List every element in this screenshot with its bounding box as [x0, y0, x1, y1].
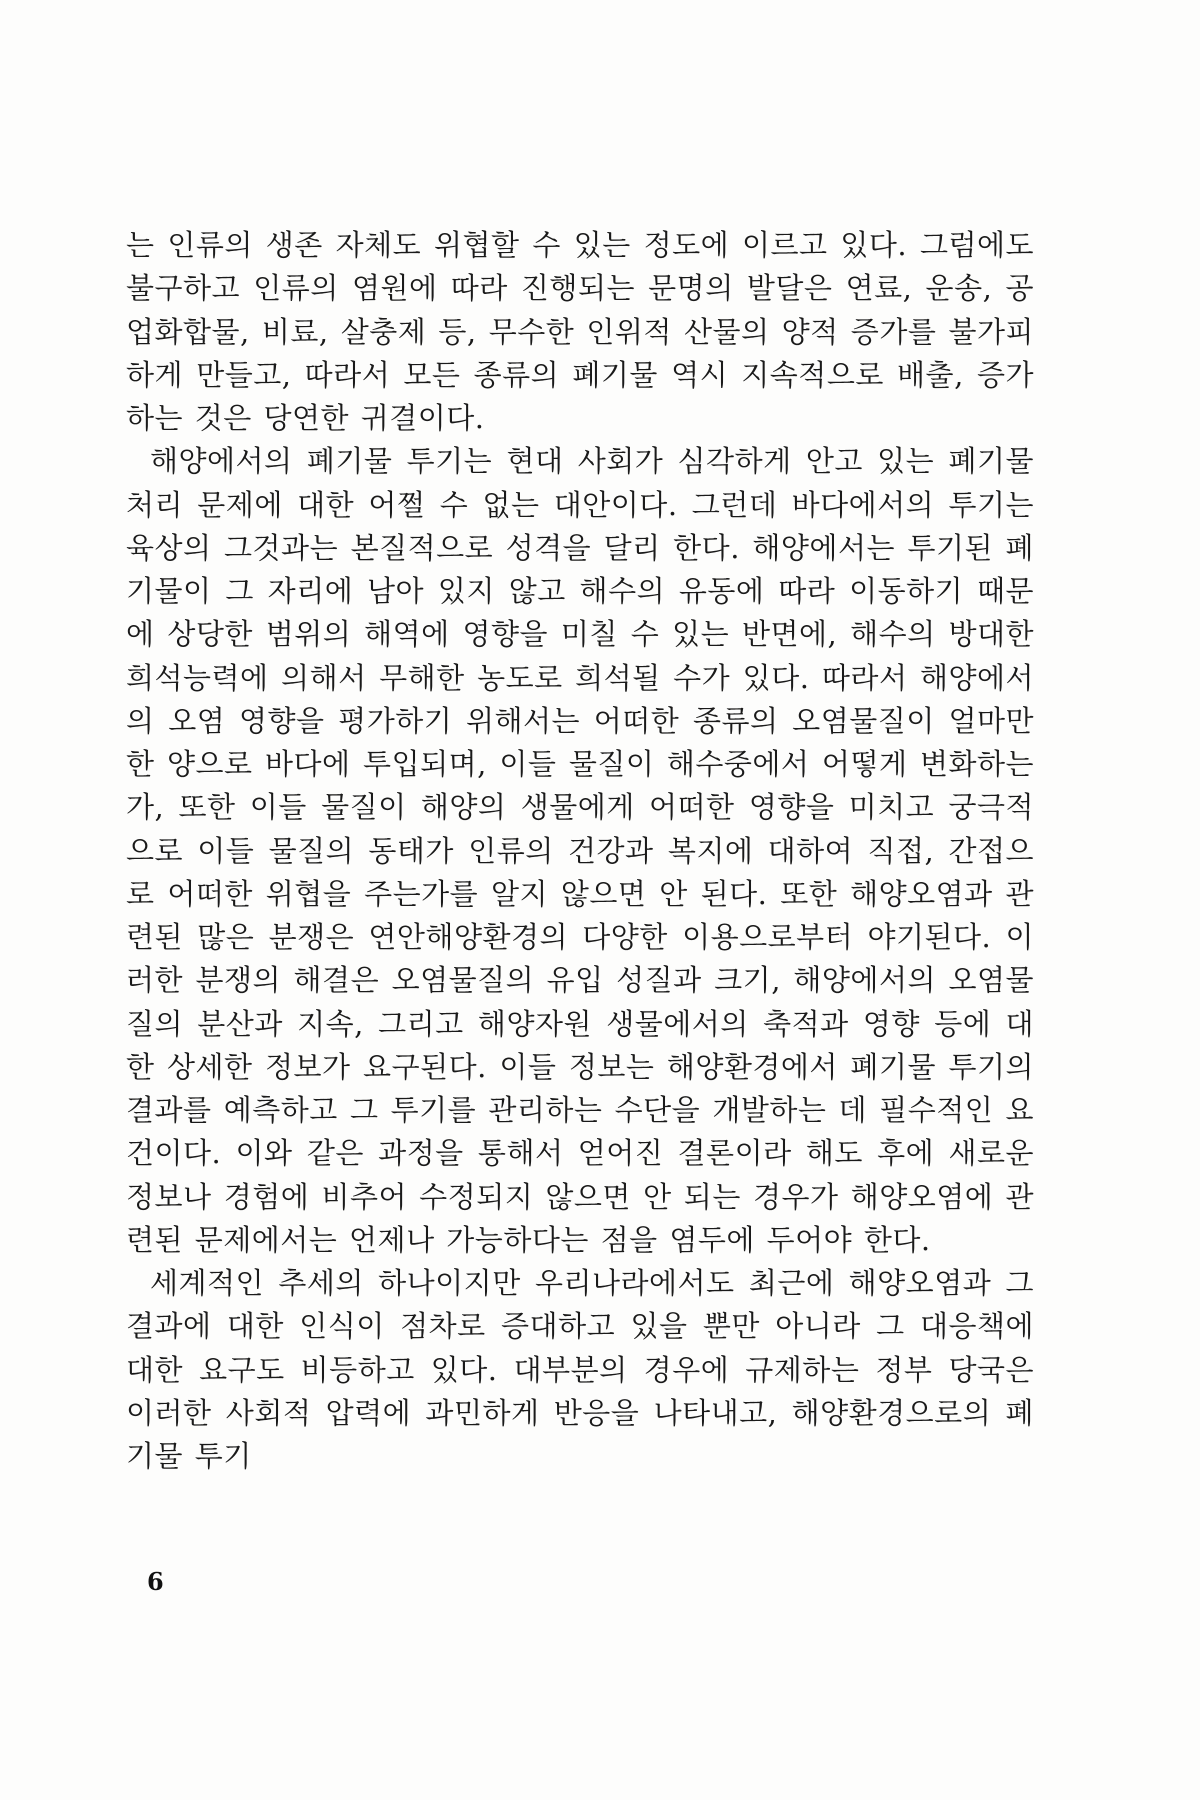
paragraph-3: 세계적인 추세의 하나이지만 우리나라에서도 최근에 해양오염과 그 결과에 대한 인식이 점차로 증대하고 있을 뿐만 아니라 그 대응책에 대한 요구도 비등하고 있다. 대부분의 경우에 규제하는 정부 당국은 이러한 사회적 압력에 과민하게 반응을 나타내고, 해양환경으로의 폐기물 투기 [126, 1266, 1034, 1473]
body-text [126, 224, 1034, 1478]
paragraph-1: 는 인류의 생존 자체도 위협할 수 있는 정도에 이르고 있다. 그럼에도 불구하고 인류의 염원에 따라 진행되는 문명의 발달은 연료, 운송, 공업화합물, 비료, 살충제 등, 무수한 인위적 산물의 양적 증가를 불가피하게 만들고, 따라서 모든 종류의 폐기물 역시 지속적으로 배출, 증가하는 것은 당연한 귀결이다. [126, 228, 1034, 435]
paragraph-2: 해양에서의 폐기물 투기는 현대 사회가 심각하게 안고 있는 폐기물 처리 문제에 대한 어쩔 수 없는 대안이다. 그런데 바다에서의 투기는 육상의 그것과는 본질적으로 성격을 달리 한다. 해양에서는 투기된 폐기물이 그 자리에 남아 있지 않고 해수의 유동에 따라 이동하기 때문에 상당한 범위의 해역에 영향을 미칠 수 있는 반면에, 해수의 방대한 희석능력에 의해서 무해한 농도로 희석될 수가 있다. 따라서 해양에서의 오염 영향을 평가하기 위해서는 어떠한 종류의 오염물질이 얼마만한 양으로 바다에 투입되며, 이들 물질이 해수중에서 어떻게 변화하는가, 또한 이들 물질이 해양의 생물에게 어떠한 영향을 미치고 궁극적으로 이들 물질의 동태가 인류의 건강과 복지에 대하여 직접, 간접으로 어떠한 위협을 주는가를 알지 않으면 안 된다. 또한 해양오염과 관련된 많은 분쟁은 연안해양환경의 다양한 이용으로부터 야기된다. 이러한 분쟁의 해결은 오염물질의 유입 성질과 크기, 해양에서의 오염물질의 분산과 지속, 그리고 해양자원 생물에서의 축적과 영향 등에 대한 상세한 정보가 요구된다. 이들 정보는 해양환경에서 폐기물 투기의 결과를 예측하고 그 투기를 관리하는 수단을 개발하는 데 필수적인 요건이다. 이와 같은 과정을 통해서 얻어진 결론이라 해도 후에 새로운 정보나 경험에 비추어 수정되지 않으면 안 되는 경우가 해양오염에 관련된 문제에서는 언제나 가능하다는 점을 염두에 두어야 한다. [126, 444, 1034, 1257]
page-number: 6 [147, 1567, 164, 1596]
